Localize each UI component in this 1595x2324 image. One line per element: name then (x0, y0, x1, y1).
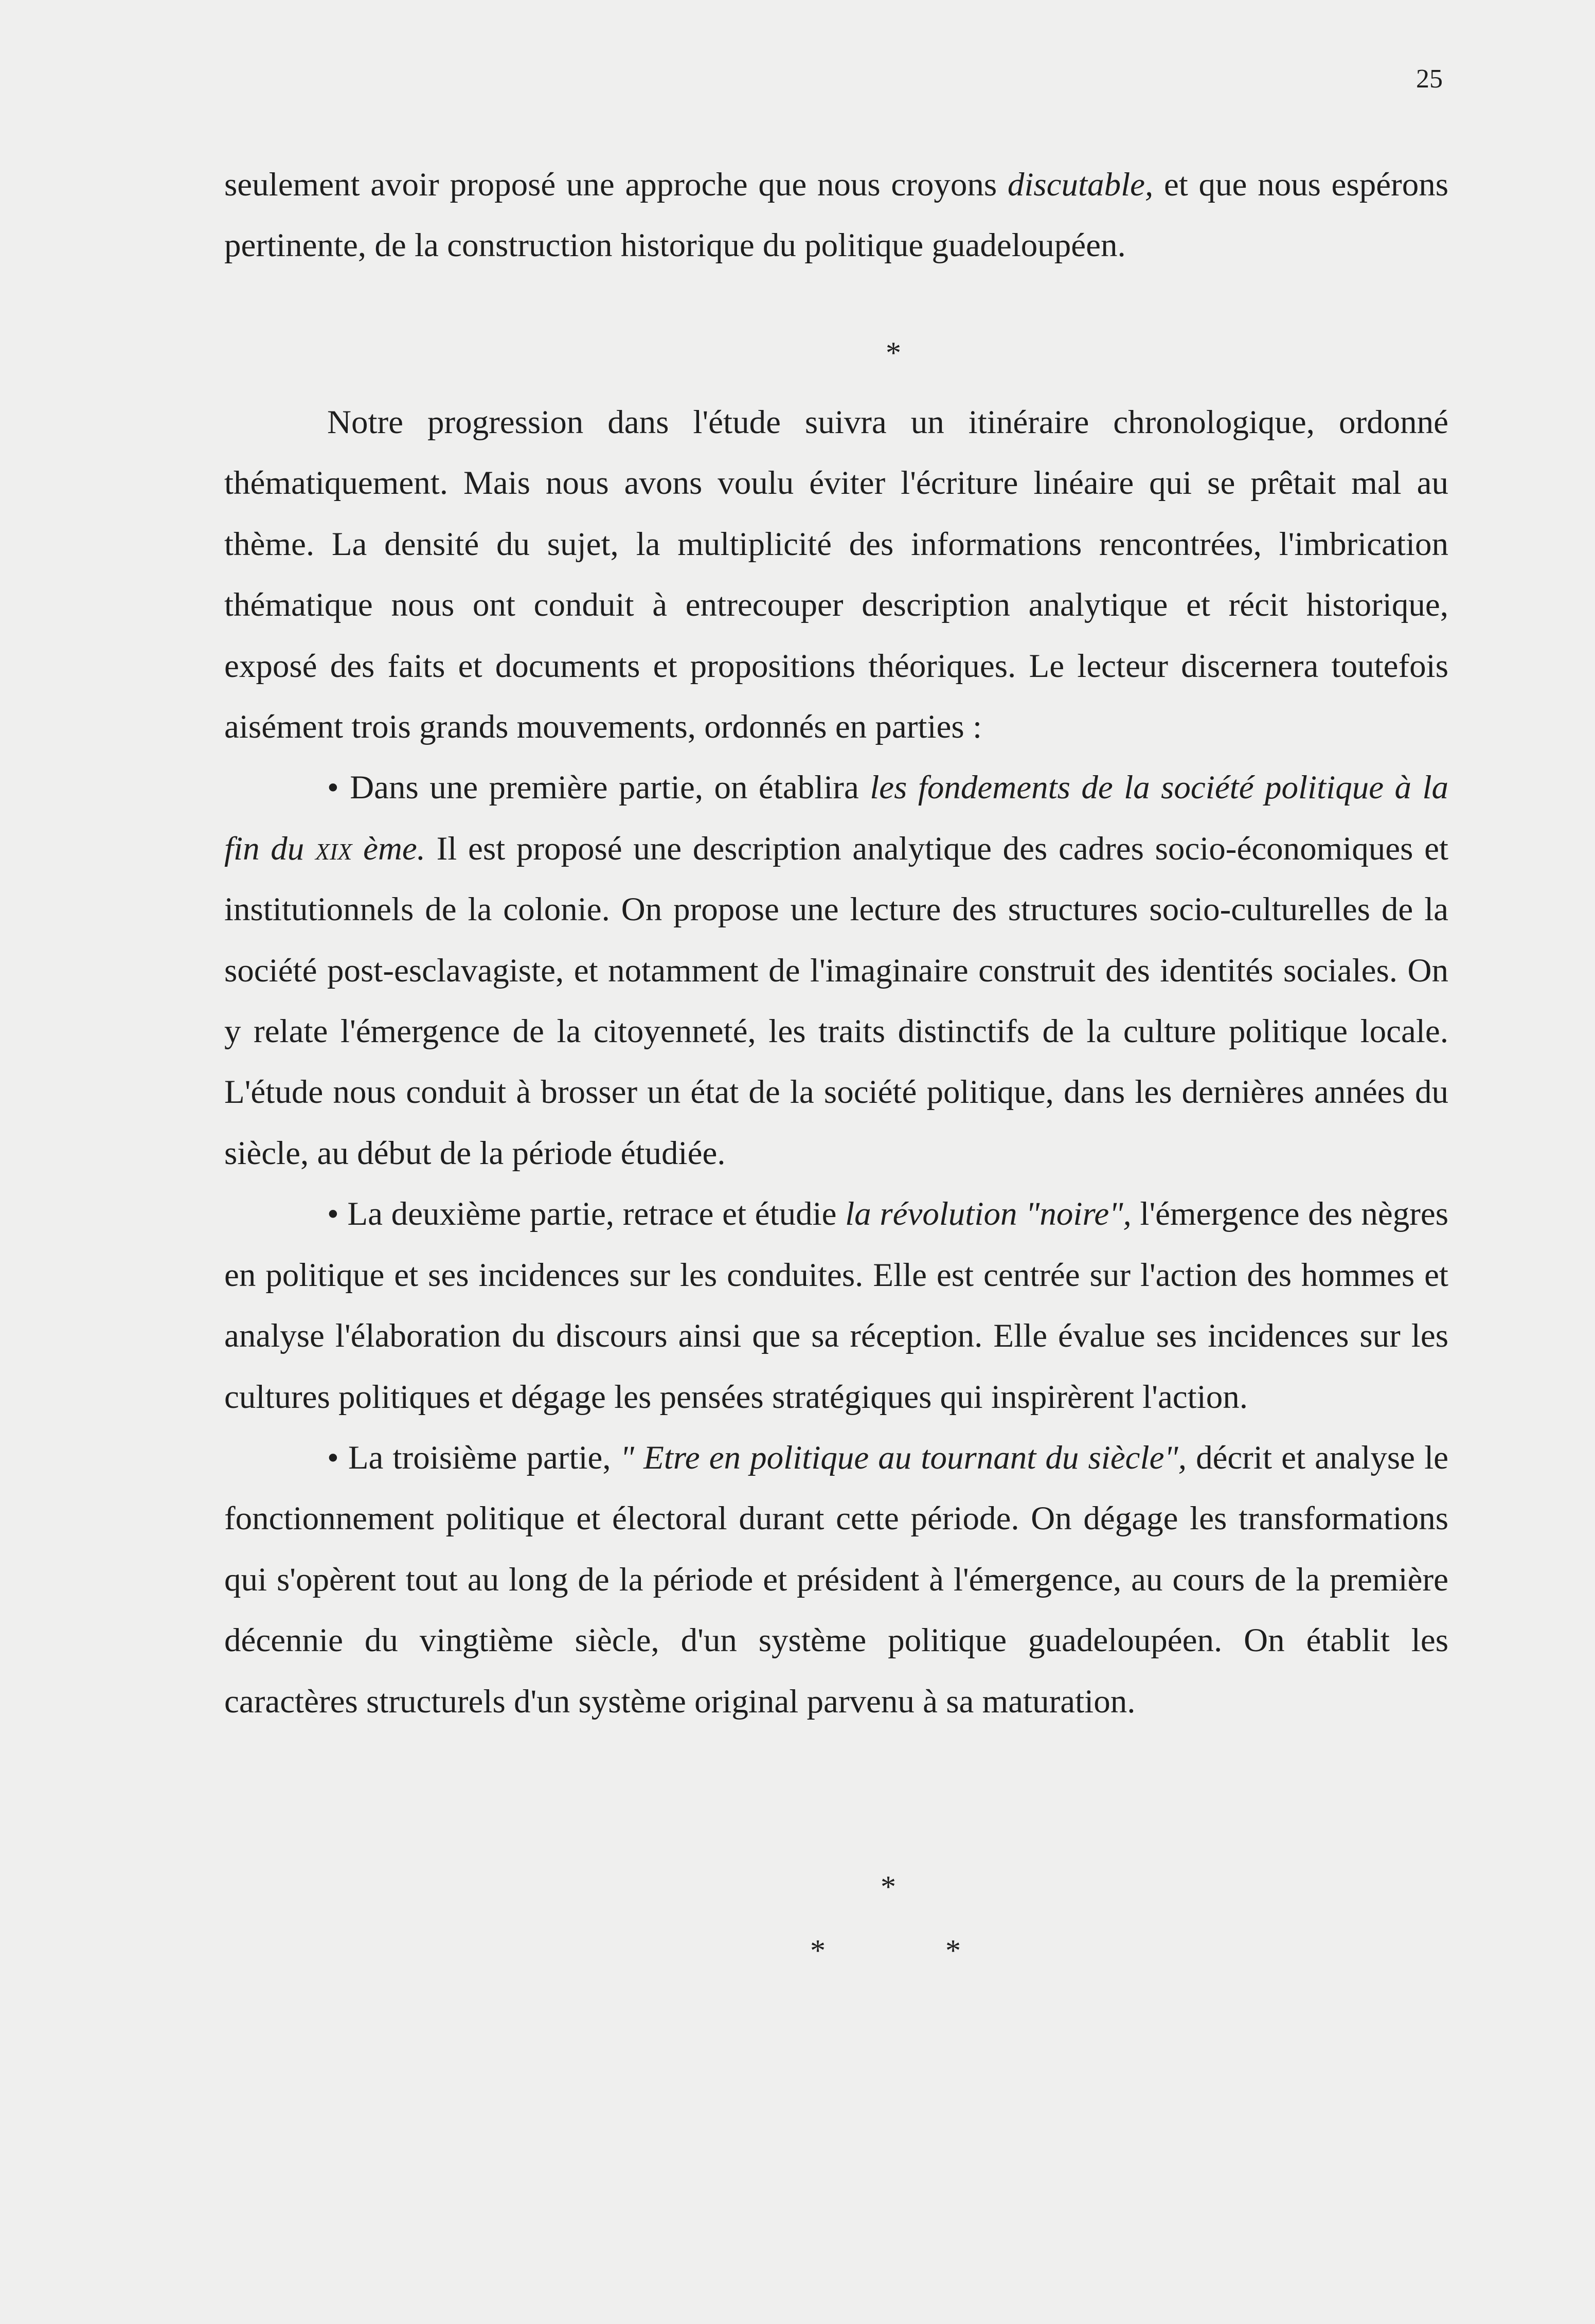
opening-text: seulement avoir proposé une approche que nous croyons (224, 166, 1008, 203)
part-three-body: décrit et analyse le fonctionnement politique et électoral durant cette période. On dégage les transformations qui s'opèrent tout au long de la période et président à l'émergence, au cours de la première décennie du vingtième siècle, d'un système politique guadeloupéen. On établit les caractères structurels d'un système original parvenu à sa maturation. (224, 1439, 1449, 1720)
closing-star-left: * (810, 1934, 826, 1968)
bullet: • (327, 1439, 339, 1476)
part-one-title-end: ème. (352, 830, 425, 867)
opening-paragraph (224, 154, 1448, 276)
section-separator-star: * (886, 336, 901, 370)
part-three-title: " Etre en politique au tournant du siècle", (620, 1439, 1187, 1476)
main-text (224, 392, 1448, 1732)
closing-star-right: * (945, 1934, 961, 1968)
opening-emphasis: discutable, (1007, 166, 1154, 203)
opening-text-end: et que nous espérons pertinente, de la construction historique du politique guadeloupéen. (224, 166, 1448, 264)
page-number: 25 (1416, 64, 1443, 94)
closing-star-top: * (881, 1870, 896, 1904)
intro-paragraph: Notre progression dans l'étude suivra un itinéraire chronologique, ordonné thématiquement. Mais nous avons voulu éviter l'écriture linéaire qui se prêtait mal au thème. La densité du sujet, la multiplicité des informations rencontrées, l'imbrication thématique nous ont conduit à entrecouper description analytique et récit historique, exposé des faits et documents et propositions théoriques. Le lecteur discernera toutefois aisément trois grands mouvements, ordonnés en parties : (224, 404, 1448, 746)
part-one-title-century: xix (315, 830, 352, 867)
part-three-paragraph (224, 1427, 1448, 1732)
part-one-title-text: les fondements de la société politique à la fin du (224, 769, 1448, 867)
part-one-paragraph (224, 757, 1448, 1184)
part-one-lead: Dans une première partie, on établira (338, 769, 870, 807)
bullet: • (327, 769, 339, 807)
part-one-body: Il est proposé une description analytique des cadres socio-économiques et institutionnels de la colonie. On propose une lecture des structures socio-culturelles de la société post-esclavagiste, et notamment de l'imaginaire construit des identités sociales. On y relate l'émergence de la citoyenneté, les traits distinctifs de la culture politique locale. L'étude nous conduit à brosser un état de la société politique, dans les dernières années du siècle, au début de la période étudiée. (224, 830, 1448, 1172)
part-two-title: la révolution "noire", (845, 1195, 1132, 1233)
part-two-body: l'émergence des nègres en politique et ses incidences sur les conduites. Elle est centrée sur l'action des hommes et analyse l'élaboration du discours ainsi que sa réception. Elle évalue ses incidences sur les cultures politiques et dégage les pensées stratégiques qui inspirèrent l'action. (224, 1195, 1449, 1416)
part-two-lead: La deuxième partie, retrace et étudie (338, 1195, 846, 1233)
part-two-paragraph (224, 1184, 1448, 1427)
part-three-lead: La troisième partie, (338, 1439, 620, 1476)
bullet: • (327, 1195, 339, 1233)
